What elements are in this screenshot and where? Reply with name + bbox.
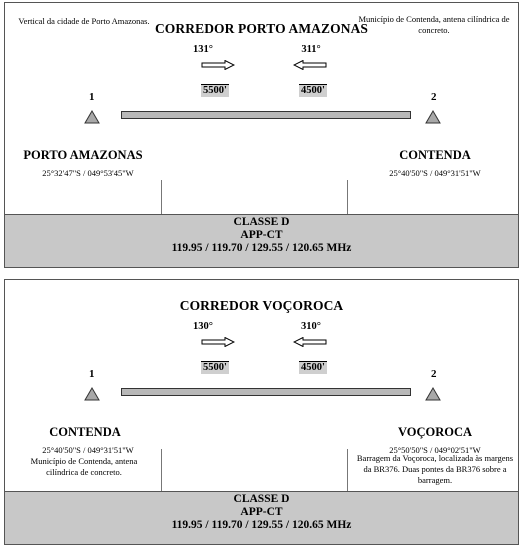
middle-desc-cell (162, 449, 347, 491)
length-left: 5500' (203, 85, 227, 96)
left-point-description: Município de Contenda, antena cilíndrica de concreto. (30, 456, 138, 477)
frequencies: 119.95 / 119.70 / 129.55 / 120.65 MHz (171, 519, 352, 531)
right-point-coords: 25°40'50"S / 049°31'51"W (389, 168, 481, 178)
left-point-coords: 25°40'50"S / 049°31'51"W (42, 445, 134, 455)
right-point-name: CONTENDA (399, 148, 471, 162)
corridor-title: CORREDOR VOÇOROCA (179, 298, 344, 313)
corridor-title: CORREDOR PORTO AMAZONAS (154, 21, 369, 36)
length-right: 4500' (301, 362, 325, 373)
left-point-coords: 25°32'47"S / 049°53'45"W (42, 168, 134, 178)
triangle-marker-icon (84, 110, 100, 124)
control-unit: APP-CT (240, 506, 283, 518)
control-unit: APP-CT (240, 229, 283, 241)
arrow-right-icon (201, 337, 235, 347)
airspace-class-box (5, 491, 518, 544)
length-left: 5500' (203, 362, 227, 373)
corridor-panel-porto-amazonas (4, 2, 519, 268)
heading-inbound: 311° (301, 44, 321, 55)
point-number-right: 2 (431, 368, 437, 380)
triangle-marker-icon (425, 387, 441, 401)
arrow-left-icon (293, 60, 327, 70)
corridor-bar (121, 111, 411, 119)
airspace-class: CLASSE D (233, 493, 290, 505)
right-point-description: Barragem da Voçoroca, localizada às margens da BR376. Duas pontes da BR376 sobre a barragem. (356, 453, 514, 485)
corridor-panel-vocoroca (4, 279, 519, 545)
heading-outbound: 131° (193, 44, 213, 55)
left-desc-cell (5, 180, 162, 214)
point-number-right: 2 (431, 91, 437, 103)
heading-outbound: 130° (193, 321, 213, 332)
left-point-name: PORTO AMAZONAS (23, 148, 143, 162)
right-point-coords: 25°50'50"S / 049°02'51"W (389, 445, 481, 455)
airspace-class-box (5, 214, 518, 267)
length-right: 4500' (301, 85, 325, 96)
point-number-left: 1 (89, 91, 95, 103)
triangle-marker-icon (425, 110, 441, 124)
middle-desc-cell (162, 180, 347, 214)
point-number-left: 1 (89, 368, 95, 380)
corridor-bar (121, 388, 411, 396)
left-point-description: Vertical da cidade de Porto Amazonas. (18, 16, 150, 26)
heading-inbound: 310° (301, 321, 321, 332)
right-point-name: VOÇOROCA (397, 425, 473, 439)
right-desc-cell (347, 180, 519, 214)
right-point-description: Município de Contenda, antena cilíndrica de concreto. (358, 14, 510, 35)
arrow-left-icon (293, 337, 327, 347)
arrow-right-icon (201, 60, 235, 70)
triangle-marker-icon (84, 387, 100, 401)
left-point-name: CONTENDA (49, 425, 121, 439)
airspace-class: CLASSE D (233, 216, 290, 228)
frequencies: 119.95 / 119.70 / 129.55 / 120.65 MHz (171, 242, 352, 254)
